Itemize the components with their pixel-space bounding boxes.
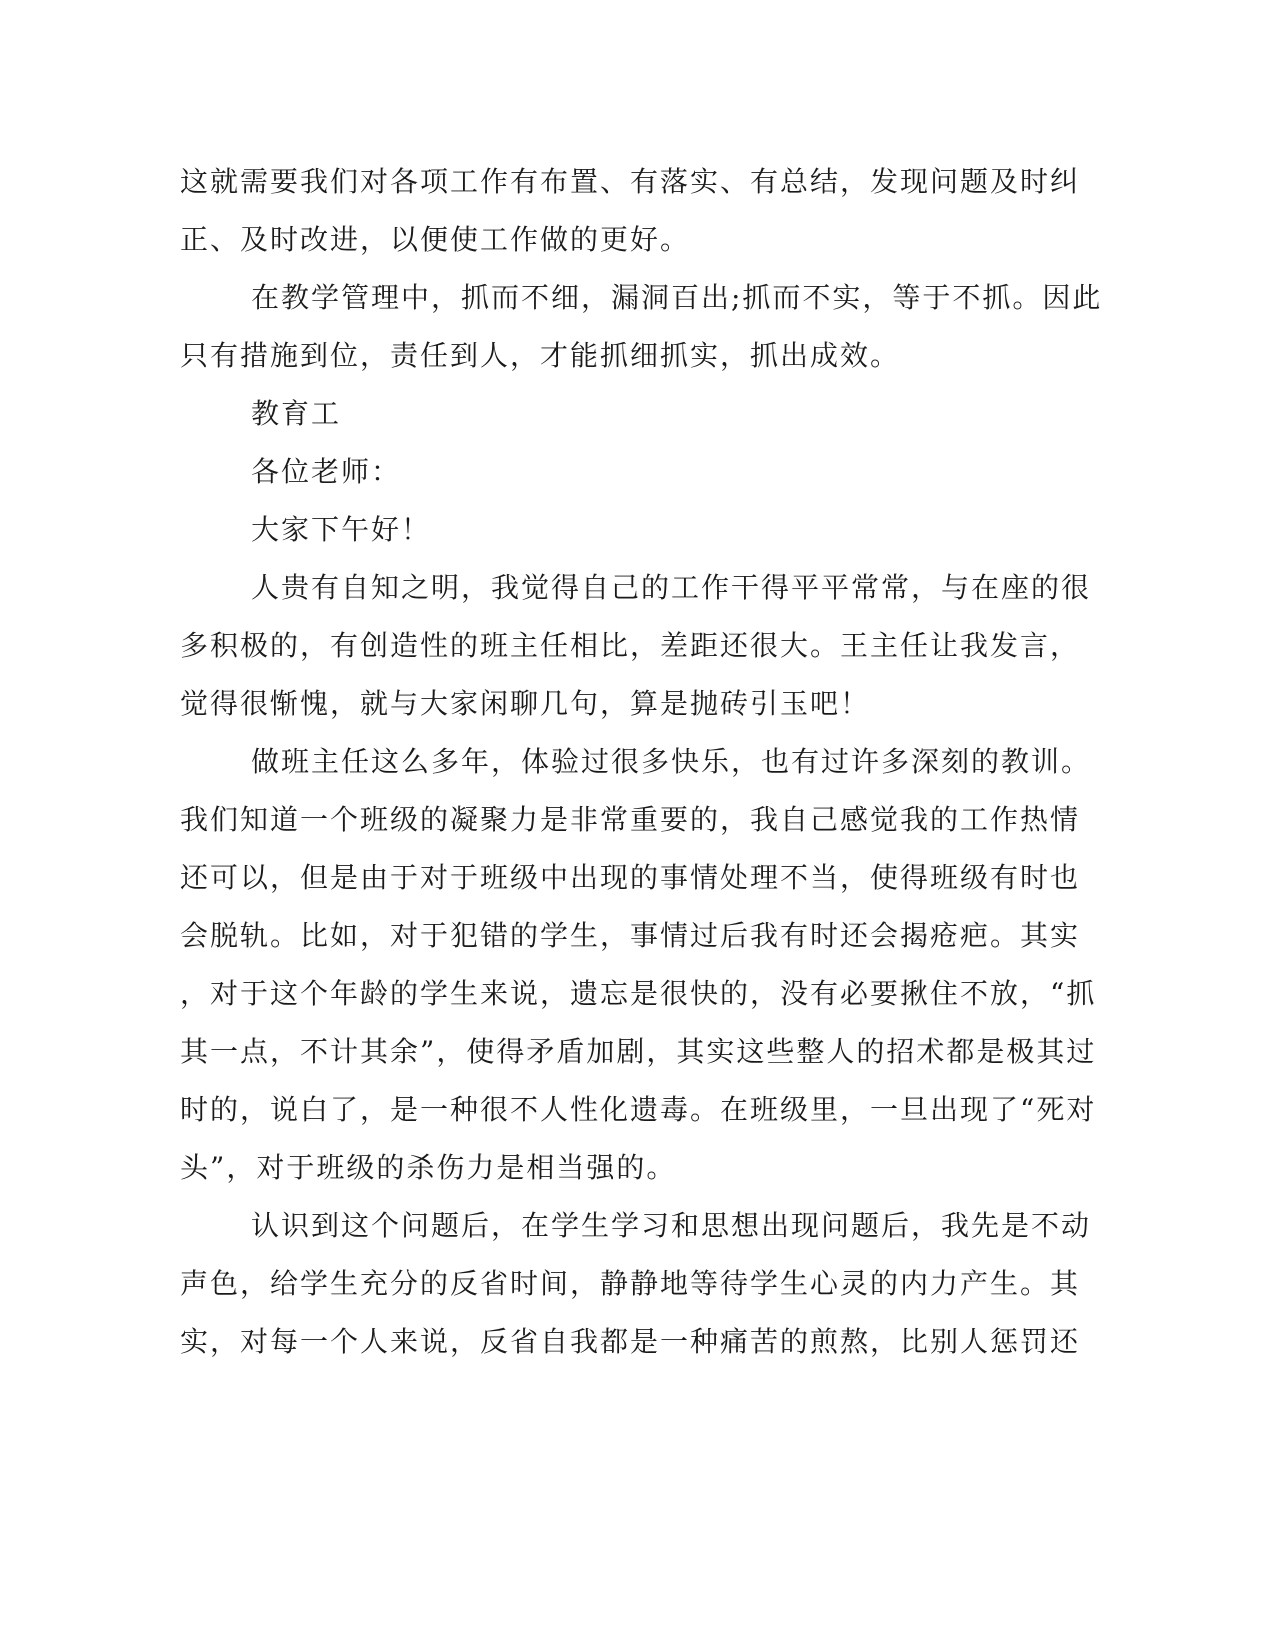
text-line: 认识到这个问题后，在学生学习和思想出现问题后，我先是不动	[251, 1209, 1092, 1242]
text-line: 正、及时改进，以便使工作做的更好。	[180, 223, 691, 256]
text-line: 头”，对于班级的杀伤力是相当强的。	[180, 1151, 677, 1184]
text-line: 只有措施到位，责任到人，才能抓细抓实，抓出成效。	[180, 339, 901, 372]
text-line: 这就需要我们对各项工作有布置、有落实、有总结，发现问题及时纠	[180, 165, 1081, 198]
text-line: 人贵有自知之明，我觉得自己的工作干得平平常常，与在座的很	[251, 571, 1092, 604]
text-line: 我们知道一个班级的凝聚力是非常重要的，我自己感觉我的工作热情	[180, 803, 1081, 836]
text-line: 还可以，但是由于对于班级中出现的事情处理不当，使得班级有时也	[180, 861, 1081, 894]
text-line: 多积极的，有创造性的班主任相比，差距还很大。王主任让我发言，	[180, 629, 1081, 662]
text-line: 教育工	[251, 397, 342, 430]
text-line: 实，对每一个人来说，反省自我都是一种痛苦的煎熬，比别人惩罚还	[180, 1325, 1081, 1358]
text-line: 做班主任这么多年，体验过很多快乐，也有过许多深刻的教训。	[251, 745, 1092, 778]
text-line: 在教学管理中，抓而不细，漏洞百出;抓而不实，等于不抓。因此	[251, 281, 1103, 314]
text-line: 觉得很惭愧，就与大家闲聊几句，算是抛砖引玉吧！	[180, 687, 871, 720]
text-line: 时的，说白了，是一种很不人性化遗毒。在班级里，一旦出现了“死对	[180, 1093, 1097, 1126]
text-line: ，对于这个年龄的学生来说，遗忘是很快的，没有必要揪住不放，“抓	[180, 977, 1097, 1010]
text-line: 声色，给学生充分的反省时间，静静地等待学生心灵的内力产生。其	[180, 1267, 1081, 1300]
text-line: 其一点，不计其余”，使得矛盾加剧，其实这些整人的招术都是极其过	[180, 1035, 1097, 1068]
text-line: 各位老师：	[251, 455, 402, 488]
text-line: 大家下午好！	[251, 513, 432, 546]
text-line: 会脱轨。比如，对于犯错的学生，事情过后我有时还会揭疮疤。其实	[180, 919, 1081, 952]
